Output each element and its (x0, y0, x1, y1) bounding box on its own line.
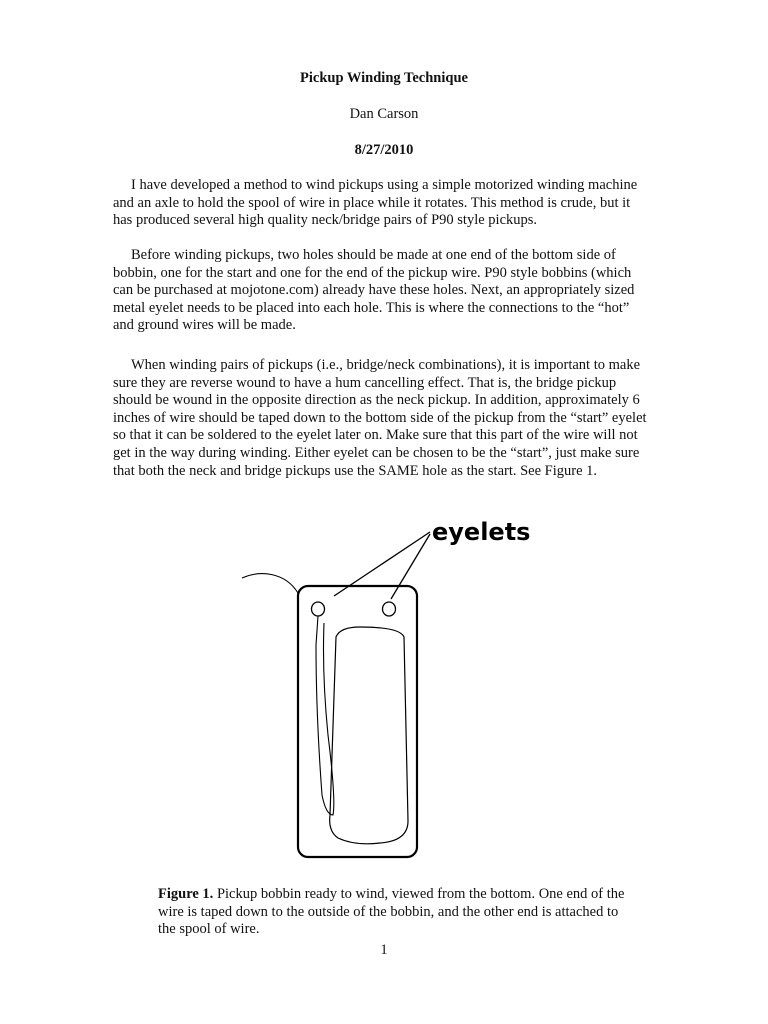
document-author: Dan Carson (349, 106, 419, 122)
bobbin-inner-cavity (330, 627, 408, 844)
eyelet-start (312, 602, 325, 616)
paragraph-intro: I have developed a method to wind pickups using a simple motorized winding machine and an axle to hold the spool of wire in place while it rotates. This method is crude, but it has produced several high quality neck/bridge pairs of P90 style pickups. (113, 177, 638, 229)
bobbin-diagram (240, 515, 540, 865)
page-number: 1 (380, 942, 388, 958)
spool-wire (242, 574, 298, 593)
paragraph-holes: Before winding pickups, two holes should be made at one end of the bottom side of bobbin, one for the start and one for the end of the pickup wire. P90 style bobbins (which can be purchased at mojotone.com) already have these holes. Next, an appropriately sized metal eyelet needs to be placed into each hole. This is where the connections to the “hot” and ground wires will be made. (113, 247, 635, 334)
document-title: Pickup Winding Technique (300, 70, 468, 86)
eyelets-label: eyelets (432, 518, 531, 546)
figure-caption-label: Figure 1. (158, 886, 214, 902)
eyelet-pointer-line-right (391, 534, 430, 599)
figure-bobbin-drawing (240, 515, 540, 865)
paragraph-winding: When winding pairs of pickups (i.e., bridge/neck combinations), it is important to make sure they are reverse wound to have a hum cancelling effect. That is, the bridge pickup should be wound in the opposite direction as the neck pickup. In addition, approximately 6 inches of wire should be taped down to the bottom side of the pickup from the “start” eyelet so that it can be soldered to the eyelet later on. Make sure that this part of the wire will not get in the way during winding. Either eyelet can be chosen to be the “start”, just make sure that both the neck and bridge pickups use the SAME hole as the start. See Figure 1. (113, 357, 647, 479)
eyelet-end (383, 602, 396, 616)
figure-caption-text: Pickup bobbin ready to wind, viewed from the bottom. One end of the wire is taped down to the outside of the bobbin, and the other end is attached to the spool of wire. (158, 886, 625, 938)
document-date: 8/27/2010 (354, 142, 414, 158)
figure-caption (158, 886, 633, 939)
